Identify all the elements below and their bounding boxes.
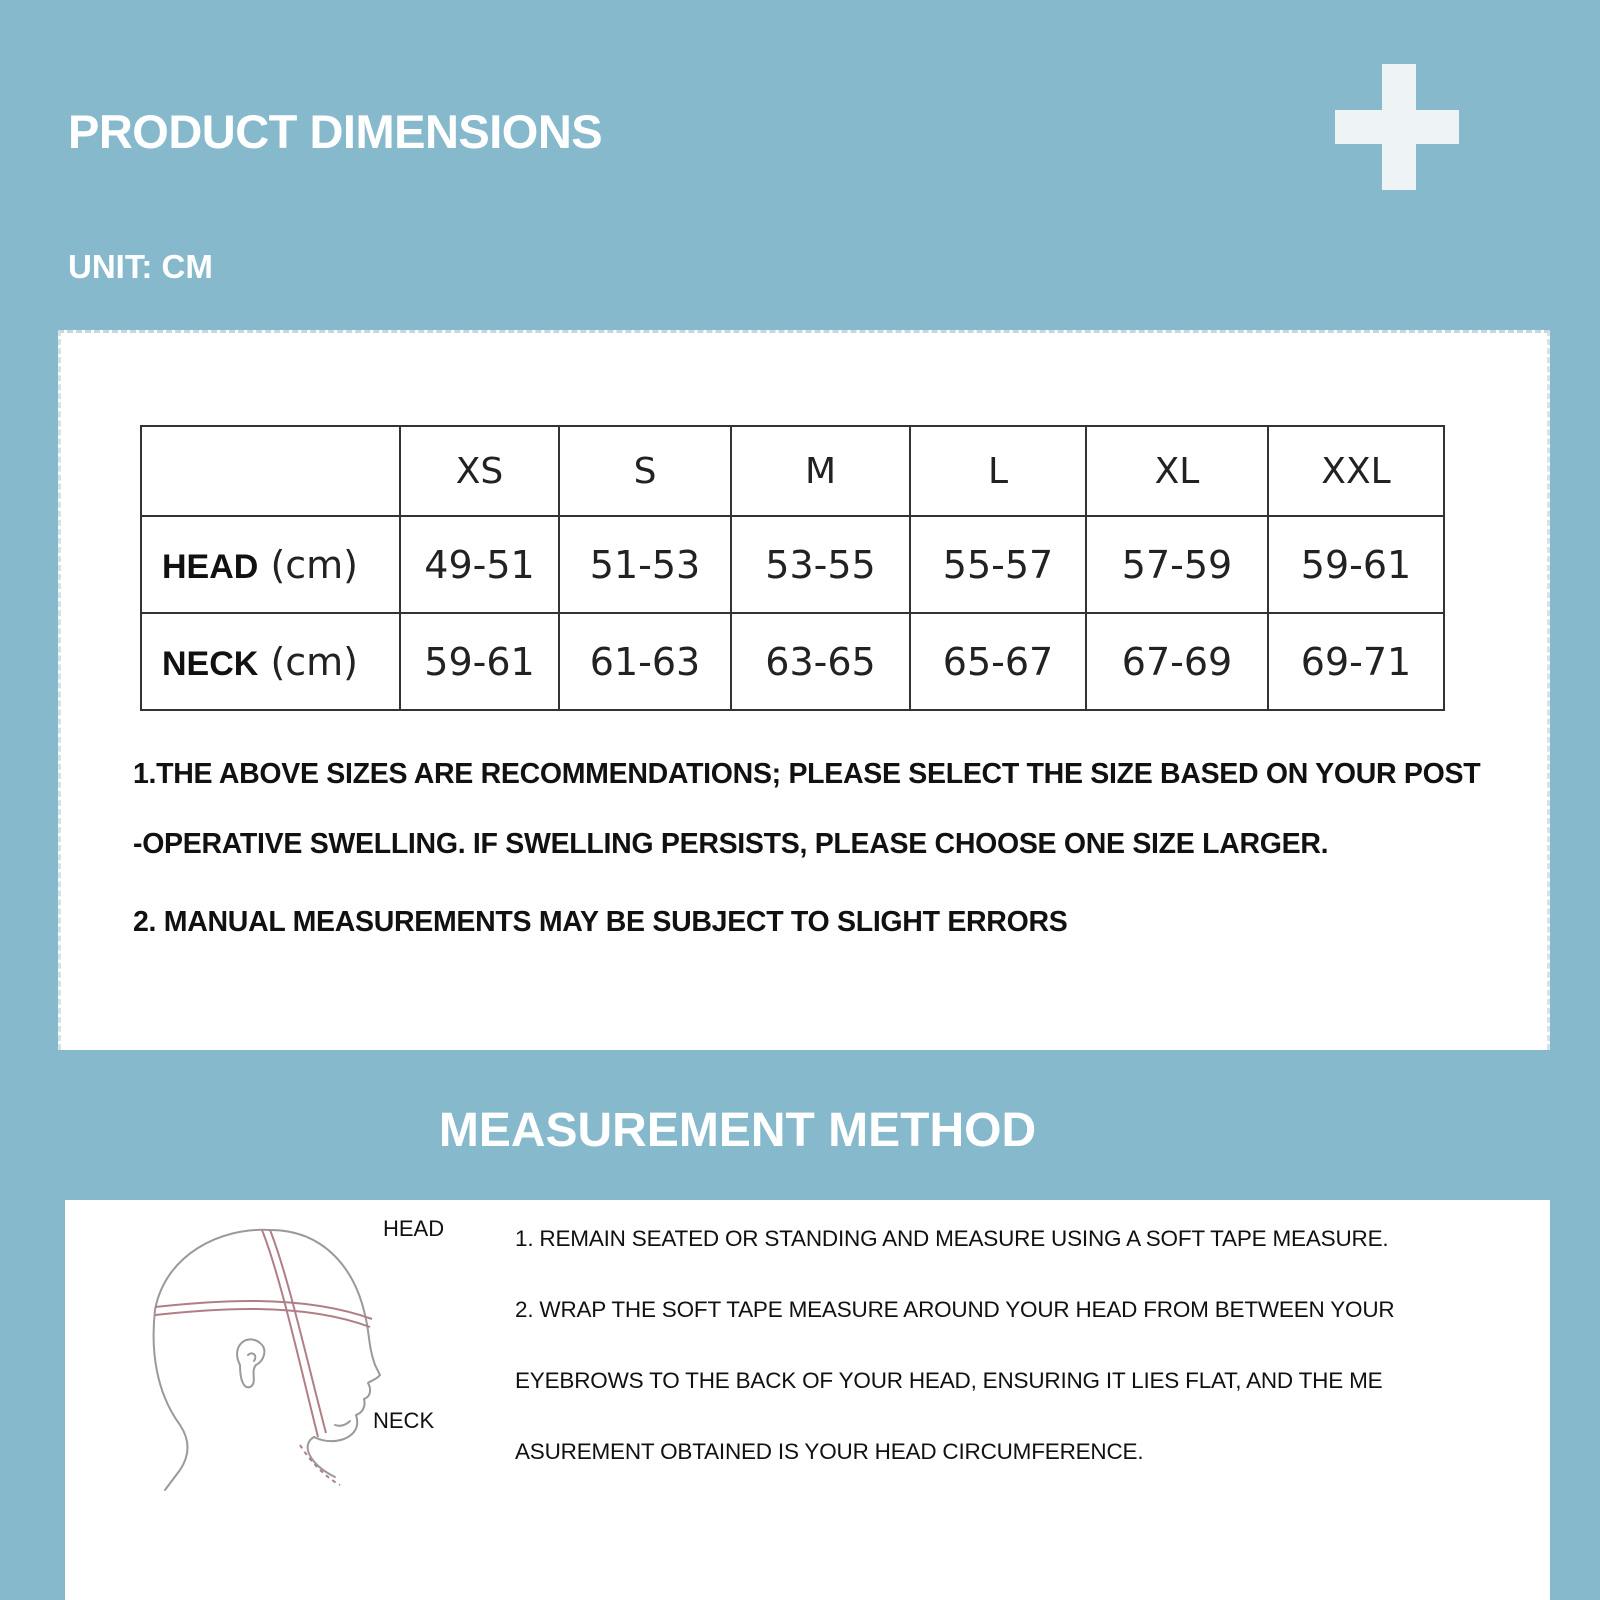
note-line-3: 2. MANUAL MEASUREMENTS MAY BE SUBJECT TO SLIGHT ERRORS [133,906,1068,938]
head-diagram [150,1215,450,1515]
table-cell: 59-61 [1268,516,1444,613]
measurement-method-banner [65,1055,1550,1200]
table-cell: 65-67 [910,613,1086,710]
table-cell: 69-71 [1268,613,1444,710]
table-cell: 57-59 [1086,516,1268,613]
table-header-cell: XXL [1268,426,1444,516]
table-cell: 51-53 [559,516,731,613]
table-row [141,613,1444,710]
table-cell: 55-57 [910,516,1086,613]
table-row [141,516,1444,613]
table-cell: 67-69 [1086,613,1268,710]
measurement-method-panel [65,1200,1550,1600]
table-header-cell: S [559,426,731,516]
size-chart-card [58,330,1550,1050]
note-line-2: -OPERATIVE SWELLING. IF SWELLING PERSISTS, PLEASE CHOOSE ONE SIZE LARGER. [133,828,1329,860]
table-cell: 61-63 [559,613,731,710]
row-label-unit: (cm) [270,542,358,587]
row-label-name: NECK [162,644,259,683]
page-title: PRODUCT DIMENSIONS [68,105,603,158]
table-header-cell: L [910,426,1086,516]
unit-label: UNIT: CM [68,248,213,285]
neck-label: NECK [373,1408,435,1433]
table-cell: 49-51 [400,516,559,613]
step-line-2: 2. WRAP THE SOFT TAPE MEASURE AROUND YOUR HEAD FROM BETWEEN YOUR [515,1297,1395,1322]
table-header-cell [141,426,400,516]
section-title: MEASUREMENT METHOD [438,1104,1037,1157]
row-label [141,516,400,613]
size-table [140,425,1445,711]
table-header-cell: XL [1086,426,1268,516]
note-line-1: 1.THE ABOVE SIZES ARE RECOMMENDATIONS; PLEASE SELECT THE SIZE BASED ON YOUR POST [133,758,1481,790]
step-line-4: ASUREMENT OBTAINED IS YOUR HEAD CIRCUMFERENCE. [515,1439,1144,1464]
row-label-name: HEAD [162,547,259,586]
table-header-cell: M [731,426,910,516]
step-line-3: EYEBROWS TO THE BACK OF YOUR HEAD, ENSURING IT LIES FLAT, AND THE ME [515,1368,1383,1393]
table-header-cell: XS [400,426,559,516]
head-label: HEAD [383,1216,445,1241]
plus-icon [1335,64,1459,190]
table-cell: 53-55 [731,516,910,613]
row-label-unit: (cm) [270,639,358,684]
step-line-1: 1. REMAIN SEATED OR STANDING AND MEASURE USING A SOFT TAPE MEASURE. [515,1226,1389,1251]
table-cell: 59-61 [400,613,559,710]
row-label [141,613,400,710]
table-header-row [141,426,1444,516]
table-cell: 63-65 [731,613,910,710]
